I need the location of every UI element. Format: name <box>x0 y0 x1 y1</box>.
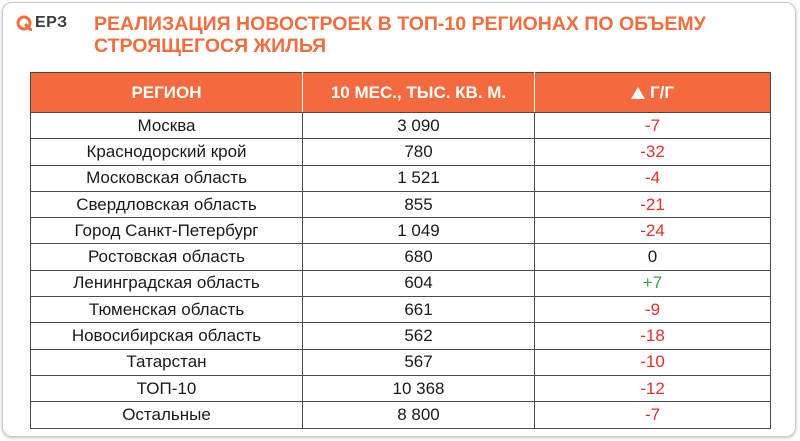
cell-region: Город Санкт-Петербург <box>31 218 303 244</box>
cell-region: Московская область <box>31 165 303 191</box>
cell-change: -9 <box>535 297 771 323</box>
regions-table <box>30 72 771 429</box>
cell-region: Тюменская область <box>31 297 303 323</box>
header-change-label: Г/Г <box>650 82 674 102</box>
cell-volume: 780 <box>303 139 535 165</box>
table-row <box>31 270 771 296</box>
cell-volume: 1 049 <box>303 218 535 244</box>
cell-region: Свердловская область <box>31 191 303 217</box>
cell-volume: 661 <box>303 297 535 323</box>
cell-change: -4 <box>535 165 771 191</box>
cell-region: Ростовская область <box>31 244 303 270</box>
table-row <box>31 244 771 270</box>
logo <box>16 14 68 32</box>
cell-volume: 680 <box>303 244 535 270</box>
table-row <box>31 191 771 217</box>
logo-text: ЕРЗ <box>35 14 68 31</box>
cell-region: Остальные <box>31 402 303 428</box>
header-region: РЕГИОН <box>31 73 303 113</box>
cell-change: -24 <box>535 218 771 244</box>
table-row <box>31 113 771 139</box>
cell-change: -18 <box>535 323 771 349</box>
cell-volume: 8 800 <box>303 402 535 428</box>
header-change <box>535 73 771 113</box>
cell-change: -21 <box>535 191 771 217</box>
cell-region: ТОП-10 <box>31 375 303 401</box>
cell-change: -7 <box>535 113 771 139</box>
cell-change: 0 <box>535 244 771 270</box>
cell-change: +7 <box>535 270 771 296</box>
table-row <box>31 218 771 244</box>
header-volume: 10 МЕС., ТЫС. КВ. М. <box>303 73 535 113</box>
cell-region: Татарстан <box>31 349 303 375</box>
cell-volume: 562 <box>303 323 535 349</box>
table-header-row <box>31 73 771 113</box>
cell-volume: 604 <box>303 270 535 296</box>
table-row <box>31 297 771 323</box>
logo-mark-icon <box>16 15 32 31</box>
table-row <box>31 139 771 165</box>
cell-change: -10 <box>535 349 771 375</box>
cell-region: Новосибирская область <box>31 323 303 349</box>
table-row <box>31 375 771 401</box>
page-title: РЕАЛИЗАЦИЯ НОВОСТРОЕК В ТОП-10 РЕГИОНАХ ПО ОБЪЕМУ СТРОЯЩЕГОСЯ ЖИЛЬЯ <box>94 13 706 57</box>
cell-region: Краснодорский крой <box>31 139 303 165</box>
cell-volume: 855 <box>303 191 535 217</box>
cell-volume: 1 521 <box>303 165 535 191</box>
table-row <box>31 402 771 428</box>
table-row <box>31 165 771 191</box>
cell-change: -12 <box>535 375 771 401</box>
cell-region: Ленинградская область <box>31 270 303 296</box>
cell-change: -32 <box>535 139 771 165</box>
cell-change: -7 <box>535 402 771 428</box>
table-row <box>31 323 771 349</box>
triangle-up-icon <box>631 87 645 99</box>
cell-volume: 567 <box>303 349 535 375</box>
cell-region: Москва <box>31 113 303 139</box>
cell-volume: 10 368 <box>303 375 535 401</box>
cell-volume: 3 090 <box>303 113 535 139</box>
table-row <box>31 349 771 375</box>
